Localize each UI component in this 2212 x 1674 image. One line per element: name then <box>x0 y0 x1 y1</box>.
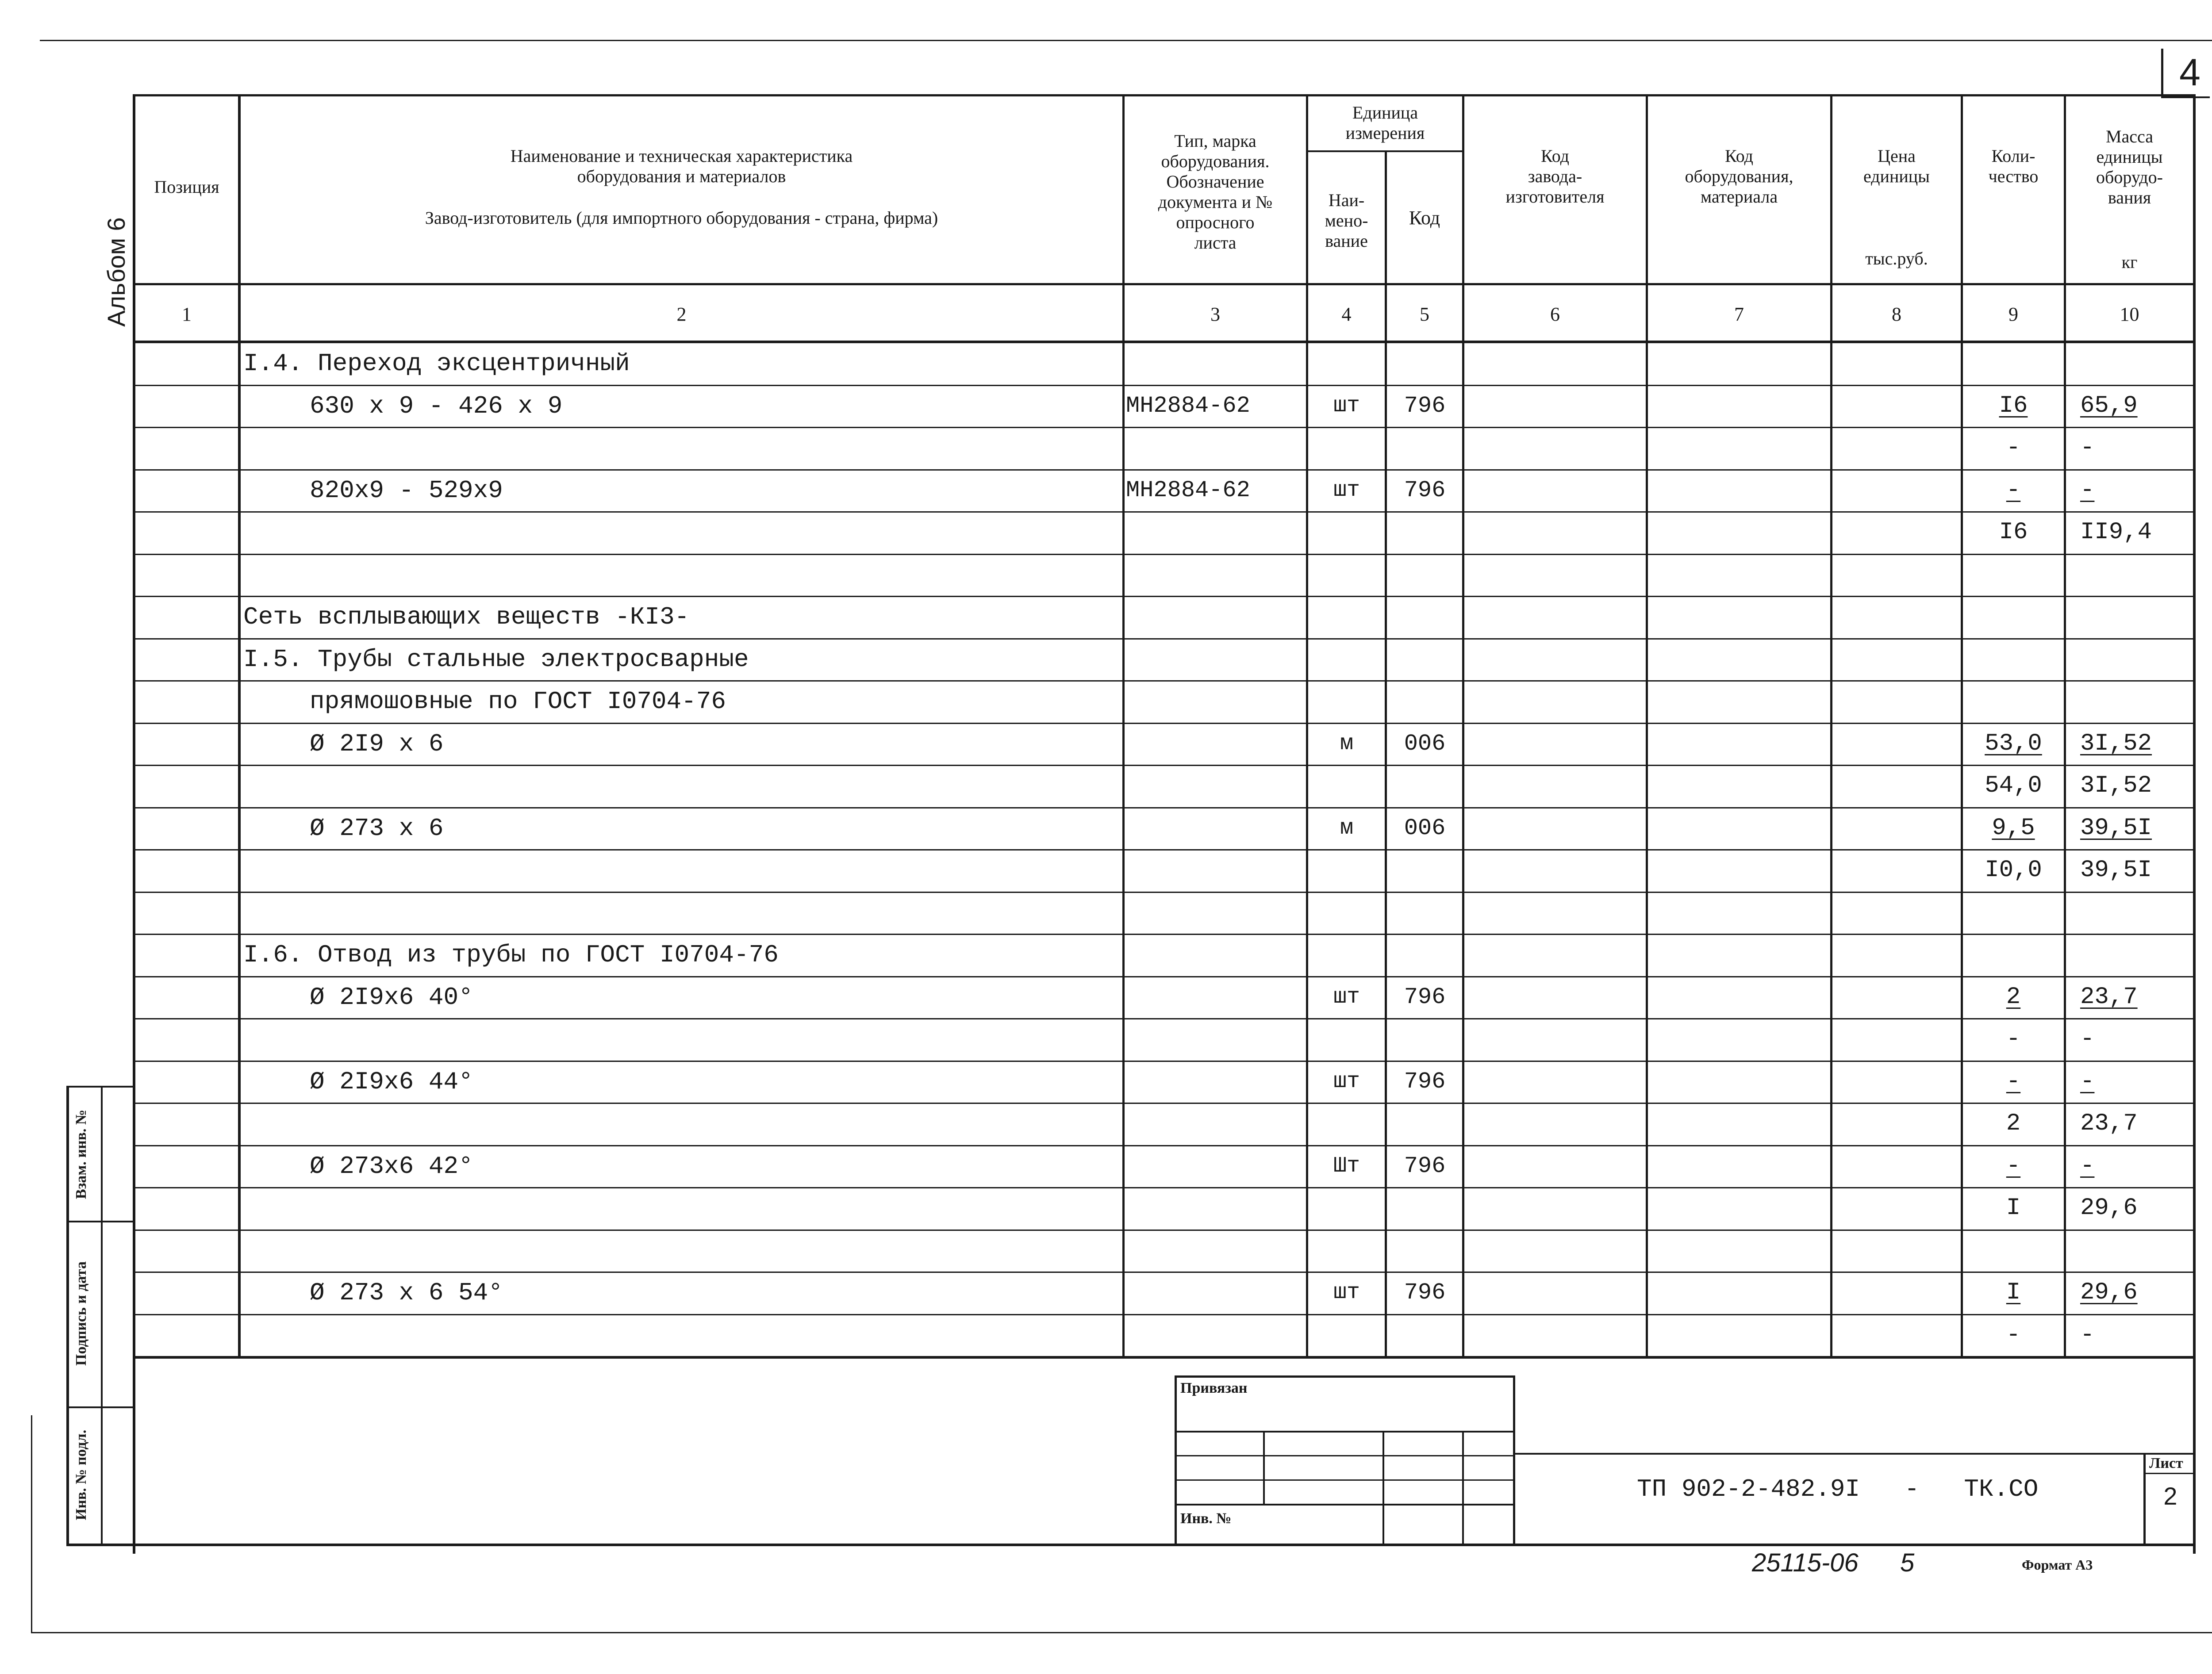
row-unit-cell: Шт <box>1333 1153 1360 1179</box>
row-code-cell: 006 <box>1404 731 1446 757</box>
table-row-rule <box>133 511 2194 513</box>
row-mass-cell: 65,9 <box>2080 392 2138 419</box>
row-name-cell: Сеть всплывающих веществ -КI3- <box>243 603 690 631</box>
row-unit-cell: шт <box>1333 984 1360 1010</box>
tb-privyazan-left <box>1175 1375 1177 1546</box>
tb-sheet-label: Лист <box>2149 1455 2183 1471</box>
tb-privyazan-row2 <box>1175 1455 1515 1456</box>
row-qty-cell: - <box>2006 1322 2021 1348</box>
row-code-cell: 796 <box>1404 1069 1446 1095</box>
album-label: Альбом 6 <box>102 217 130 327</box>
table-row-rule <box>133 638 2194 640</box>
tb-privyazan-row4 <box>1175 1504 1515 1505</box>
col-number-4: 4 <box>1341 303 1352 325</box>
bottom-trim-line <box>31 1632 2212 1633</box>
table-row-rule <box>133 1145 2194 1146</box>
tb-privyazan-col3 <box>1462 1431 1464 1546</box>
col-number-2: 2 <box>676 303 687 325</box>
row-name-cell: Ø 2I9 x 6 <box>310 730 444 758</box>
col-header-unit-group: Единица измерения <box>1345 103 1425 143</box>
row-code-cell: 796 <box>1404 393 1446 419</box>
row-qty-cell: 9,5 <box>1992 815 2035 842</box>
table-row-rule <box>133 385 2194 386</box>
table-row-rule <box>133 1061 2194 1062</box>
row-unit-cell: м <box>1340 731 1353 756</box>
row-unit-cell: шт <box>1333 1280 1360 1305</box>
row-mass-cell: II9,4 <box>2080 519 2152 546</box>
frame-bottom <box>66 1544 2195 1546</box>
row-mass-cell: 23,7 <box>2080 984 2138 1011</box>
row-mass-cell: 29,6 <box>2080 1195 2138 1222</box>
row-mass-cell: - <box>2080 1153 2095 1180</box>
col-divider-3 <box>1306 94 1308 1357</box>
row-mass-cell: - <box>2080 434 2095 461</box>
col-number-8: 8 <box>1892 303 1901 325</box>
side-stamp-mid <box>101 1086 103 1546</box>
row-mass-cell: 3I,52 <box>2080 730 2152 757</box>
row-name-cell: 820x9 - 529x9 <box>310 476 503 505</box>
top-trim-line <box>40 40 2212 41</box>
row-qty-cell: - <box>2006 477 2021 504</box>
page-number-box-left <box>2161 49 2163 97</box>
frame-top <box>135 94 2194 96</box>
table-row-rule <box>133 1103 2194 1104</box>
col-header-plant-code: Код завода- изготовителя <box>1505 146 1605 207</box>
row-code-cell: 796 <box>1404 477 1446 503</box>
col-header-mass-unit: кг <box>2121 252 2138 272</box>
row-unit-cell: м <box>1340 816 1353 841</box>
tb-sheet-number: 2 <box>2163 1482 2177 1510</box>
row-mass-cell: - <box>2080 1322 2095 1348</box>
row-qty-cell: 54,0 <box>1985 772 2042 799</box>
tb-privyazan-col2 <box>1382 1431 1384 1546</box>
row-qty-cell: I6 <box>1999 519 2028 546</box>
row-name-cell: 630 x 9 - 426 x 9 <box>310 392 563 420</box>
col-divider-9 <box>2064 94 2066 1357</box>
side-stamp-div2 <box>66 1406 135 1408</box>
row-name-cell: I.6. Отвод из трубы по ГОСТ I0704-76 <box>243 941 779 969</box>
row-qty-cell: I <box>2006 1279 2021 1306</box>
row-qty-cell: I <box>2006 1195 2021 1222</box>
tb-inv-label: Инв. № <box>1180 1510 1232 1527</box>
row-mass-cell: 39,5I <box>2080 815 2152 842</box>
table-row-rule <box>133 596 2194 597</box>
row-mass-cell: 23,7 <box>2080 1110 2138 1137</box>
table-row-rule <box>133 892 2194 893</box>
row-code-cell: 796 <box>1404 984 1446 1010</box>
row-qty-cell: 2 <box>2006 1110 2021 1137</box>
tb-privyazan-col1 <box>1263 1431 1265 1504</box>
table-row-rule <box>133 1356 2194 1359</box>
col-header-price: Цена единицы <box>1863 146 1930 186</box>
row-mass-cell: - <box>2080 477 2095 504</box>
header-bottom-line <box>133 283 2194 285</box>
tb-archive-number: 25115-06 <box>1752 1548 1859 1577</box>
col-number-7: 7 <box>1734 303 1744 325</box>
row-mass-cell: - <box>2080 1068 2095 1095</box>
col-divider-7 <box>1830 94 1832 1357</box>
col-divider-4 <box>1385 150 1387 1357</box>
row-mass-cell: 29,6 <box>2080 1279 2138 1306</box>
side-stamp-div1 <box>66 1221 135 1222</box>
col-divider-8 <box>1961 94 1963 1357</box>
tb-archive-sheet: 5 <box>1900 1548 1915 1577</box>
row-qty-cell: I0,0 <box>1985 857 2042 884</box>
row-qty-cell: 2 <box>2006 984 2021 1011</box>
colnum-bottom-line <box>133 341 2194 343</box>
tb-designation: ТП 902-2-482.9I - ТК.СО <box>1637 1475 2039 1503</box>
col-header-position: Позиция <box>154 177 219 197</box>
table-row-rule <box>133 765 2194 766</box>
table-row-rule <box>133 1187 2194 1188</box>
col-header-name-line3: Завод-изготовитель (для импортного оборудования - страна, фирма) <box>425 208 938 228</box>
row-name-cell: Ø 2I9x6 40° <box>310 983 473 1011</box>
table-row-rule <box>133 1230 2194 1231</box>
row-mass-cell: 3I,52 <box>2080 772 2152 799</box>
side-stamp-top <box>66 1086 135 1088</box>
table-row-rule <box>133 1272 2194 1273</box>
row-code-cell: 796 <box>1404 1153 1446 1179</box>
tb-designation-top <box>1515 1453 2195 1455</box>
row-name-cell: прямошовные по ГОСТ I0704-76 <box>310 687 726 716</box>
col-header-price-unit: тыс.руб. <box>1865 249 1928 268</box>
table-row-rule <box>133 723 2194 724</box>
col-header-name-line2: оборудования и материалов <box>577 166 786 186</box>
row-unit-cell: шт <box>1333 1069 1360 1094</box>
row-name-cell: Ø 273 x 6 54° <box>310 1279 503 1307</box>
row-mass-cell: - <box>2080 1026 2095 1053</box>
col-header-equip-code: Код оборудования, материала <box>1685 146 1793 207</box>
col-header-mass: Масса единицы оборудо- вания <box>2096 126 2163 207</box>
table-row-rule <box>133 849 2194 850</box>
row-name-cell: I.4. Переход эксцентричный <box>243 349 630 378</box>
col-number-5: 5 <box>1420 303 1429 325</box>
tb-privyazan-top <box>1175 1375 1515 1378</box>
side-stamp-vzam: Взам. инв. № <box>73 1109 89 1199</box>
col-header-quantity: Коли- чество <box>1988 146 2039 186</box>
table-row-rule <box>133 1314 2194 1315</box>
tb-privyazan-row1 <box>1175 1431 1515 1433</box>
row-qty-cell: I6 <box>1999 392 2028 419</box>
row-qty-cell: - <box>2006 1068 2021 1095</box>
page-number: 4 <box>2179 51 2200 94</box>
table-row-rule <box>133 680 2194 682</box>
row-doc-cell: МН2884-62 <box>1126 393 1250 419</box>
col-header-unit-name: Наи- мено- вание <box>1325 190 1368 251</box>
row-mass-cell: 39,5I <box>2080 857 2152 884</box>
row-qty-cell: - <box>2006 1153 2021 1180</box>
page-number-box-bottom <box>2161 96 2210 98</box>
tb-sheet-divider <box>2143 1473 2195 1474</box>
row-qty-cell: - <box>2006 1026 2021 1053</box>
col-header-unit-code: Код <box>1409 207 1440 229</box>
table-row-rule <box>133 554 2194 555</box>
table-row-rule <box>133 807 2194 808</box>
col-divider-1 <box>238 94 241 1357</box>
tb-privyazan-row3 <box>1175 1479 1515 1481</box>
tb-format: Формат А3 <box>2022 1557 2093 1573</box>
col-header-type: Тип, марка оборудования. Обозначение документа и № опросного листа <box>1158 131 1273 253</box>
table-row-rule <box>133 976 2194 977</box>
row-name-cell: I.5. Трубы стальные электросварные <box>243 645 749 674</box>
col-number-6: 6 <box>1550 303 1560 325</box>
col-number-3: 3 <box>1210 303 1220 325</box>
side-stamp-podpis: Подпись и дата <box>73 1261 89 1366</box>
col-divider-5 <box>1462 94 1464 1357</box>
row-qty-cell: 53,0 <box>1985 730 2042 757</box>
table-row-rule <box>133 427 2194 428</box>
side-stamp-left <box>66 1086 69 1546</box>
table-row-rule <box>133 934 2194 935</box>
col-header-name-line1: Наименование и техническая характеристика <box>510 146 853 166</box>
left-trim-line <box>31 1415 32 1632</box>
row-name-cell: Ø 273x6 42° <box>310 1152 473 1180</box>
tb-privyazan-right <box>1513 1375 1515 1546</box>
table-row-rule <box>133 469 2194 471</box>
row-code-cell: 006 <box>1404 815 1446 841</box>
row-doc-cell: МН2884-62 <box>1126 477 1250 503</box>
row-name-cell: Ø 273 x 6 <box>310 814 444 843</box>
table-row-rule <box>133 1018 2194 1019</box>
col-number-10: 10 <box>2120 303 2139 325</box>
row-qty-cell: - <box>2006 434 2021 461</box>
row-name-cell: Ø 2I9x6 44° <box>310 1068 473 1096</box>
tb-privyazan-label: Привязан <box>1180 1380 1248 1396</box>
row-code-cell: 796 <box>1404 1279 1446 1306</box>
row-unit-cell: шт <box>1333 478 1360 503</box>
col-number-1: 1 <box>182 303 192 325</box>
col-number-9: 9 <box>2008 303 2018 325</box>
row-unit-cell: шт <box>1333 393 1360 418</box>
col-divider-6 <box>1646 94 1648 1357</box>
side-stamp-inv: Инв. № подл. <box>73 1429 89 1521</box>
